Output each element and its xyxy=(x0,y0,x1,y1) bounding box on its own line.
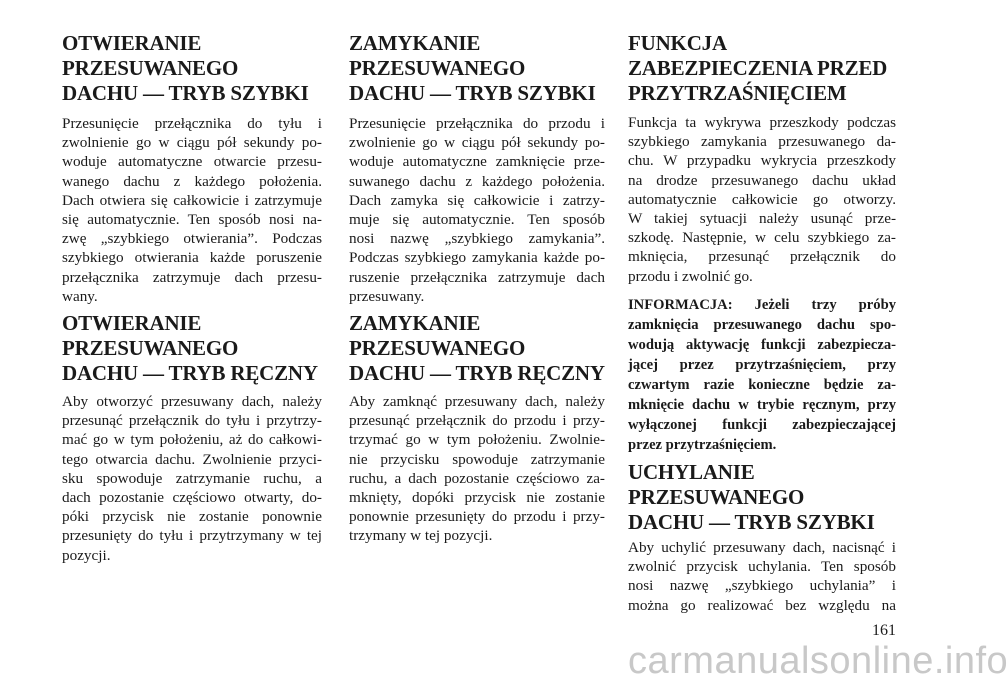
text-line: PRZESUWANEGO xyxy=(62,56,239,80)
text-line: PRZESUWANEGO xyxy=(62,336,239,360)
text-line: PRZESUWANEGO xyxy=(628,485,805,509)
text-line: Podczas szybkiego zamykania każde po- xyxy=(349,249,605,267)
text-line: mknięcia, przesunąć przełącznik do xyxy=(628,248,896,266)
text-line: PRZYTRZAŚNIĘCIEM xyxy=(628,81,847,105)
text-line: szybkiego zamykania przesuwanego da- xyxy=(628,133,896,151)
section-heading xyxy=(62,31,322,106)
paragraph xyxy=(349,114,605,306)
text-line: ZAMYKANIE xyxy=(349,31,481,55)
text-line: Aby otworzyć przesuwany dach, należy xyxy=(62,393,322,410)
watermark: carmanualsonline.info xyxy=(628,640,1008,682)
text-line: szybkiego otwierania każde poruszenie xyxy=(62,249,322,267)
text-line: wanego dachu z każdego położenia. xyxy=(62,172,322,190)
text-line: DACHU — TRYB RĘCZNY xyxy=(62,361,318,385)
text-line: suwanego dachu z każdego położenia. xyxy=(349,172,605,190)
text-line: OTWIERANIE xyxy=(62,31,202,55)
text-line: ponownie przesunięty do przodu i przy- xyxy=(349,508,605,526)
text-line: woduje automatyczne otwarcie przesu- xyxy=(62,153,322,171)
text-line: automatycznie całkowicie go otworzy. xyxy=(628,190,896,208)
text-line: woduje automatyczne zamknięcie prze- xyxy=(349,153,605,171)
text-line: DACHU — TRYB SZYBKI xyxy=(628,510,875,534)
section-heading xyxy=(349,311,605,386)
text-line: sku spowoduje zatrzymanie ruchu, a xyxy=(62,469,322,487)
text-line: Przesunięcie przełącznika do tyłu i xyxy=(62,115,322,132)
text-line: mać go w tym położeniu, aż do całkowi- xyxy=(62,431,322,449)
text-line: DACHU — TRYB SZYBKI xyxy=(349,81,596,105)
text-line: się automatycznie. Ten sposób nosi na- xyxy=(62,211,322,229)
text-line: mknięty, dopóki przycisk nie zostanie xyxy=(349,489,605,507)
text-line: mknięcie dachu w trybie ręcznym, przy xyxy=(628,397,896,413)
text-line: szkodę. Następnie, w celu szybkiego za- xyxy=(628,229,896,247)
text-line: INFORMACJA: Jeżeli trzy próby xyxy=(628,297,896,313)
text-line: OTWIERANIE xyxy=(62,311,202,335)
paragraph xyxy=(628,113,896,286)
text-line: DACHU — TRYB RĘCZNY xyxy=(349,361,605,385)
section-heading xyxy=(349,31,605,106)
text-line: zwolnić przycisk uchylania. Ten sposób xyxy=(628,558,896,576)
text-line: zwę „szybkiego otwierania”. Podczas xyxy=(62,230,322,248)
text-line: zwolnienie go w ciągu pół sekundy po- xyxy=(62,134,322,152)
text-line: Funkcja ta wykrywa przeszkody podczas xyxy=(628,114,896,131)
page-number: 161 xyxy=(872,622,896,639)
section-heading xyxy=(62,311,322,386)
paragraph xyxy=(628,538,896,615)
text-line: zamknięcia przesuwanego dachu spo- xyxy=(628,317,896,333)
paragraph xyxy=(62,114,322,306)
text-line: póki przycisk nie zostanie ponownie xyxy=(62,508,322,526)
text-line: Aby uchylić przesuwany dach, nacisnąć i xyxy=(628,539,896,556)
text-line: przesunąć przełącznik do tyłu i przytrzy- xyxy=(62,412,322,430)
text-line: PRZESUWANEGO xyxy=(349,336,526,360)
text-line: muje się automatycznie. Ten sposób xyxy=(349,211,605,229)
text-line: Przesunięcie przełącznika do przodu i xyxy=(349,115,605,132)
text-line: można go realizować bez względu na xyxy=(628,596,896,614)
text-line: trzymany w tej pozycji. xyxy=(349,527,493,545)
text-line: DACHU — TRYB SZYBKI xyxy=(62,81,309,105)
text-line: trzymać go w tym położeniu. Zwolnie- xyxy=(349,431,605,449)
text-line: przodu i zwolnić go. xyxy=(628,267,753,285)
text-line: ruchu, a dach pozostanie częściowo za- xyxy=(349,469,605,487)
paragraph xyxy=(349,392,605,546)
text-line: wyłączonej funkcji zabezpieczającej xyxy=(628,417,896,433)
text-line: nie przycisku spowoduje zatrzymanie xyxy=(349,450,605,468)
text-line: pozycji. xyxy=(62,546,111,564)
paragraph xyxy=(62,392,322,565)
text-line: na drodze przesuwanego dachu układ xyxy=(628,171,896,189)
text-line: ZAMYKANIE xyxy=(349,311,481,335)
text-line: przez przytrzaśnięciem. xyxy=(628,437,777,453)
info-note xyxy=(628,295,896,455)
text-line: PRZESUWANEGO xyxy=(349,56,526,80)
text-line: przełącznika zatrzymuje dach przesu- xyxy=(62,268,322,286)
text-line: przesunąć przełącznik do przodu i przy- xyxy=(349,412,605,430)
text-line: FUNKCJA xyxy=(628,31,727,55)
text-line: wodują aktywację funkcji zabezpiecza- xyxy=(628,337,896,353)
text-line: tego otwarcia dachu. Zwolnienie przyci- xyxy=(62,450,322,468)
text-line: wany. xyxy=(62,287,98,305)
text-line: W takiej sytuacji należy usunąć prze- xyxy=(628,210,896,228)
text-line: nosi nazwę „szybkiego uchylania” i xyxy=(628,577,896,595)
section-heading xyxy=(628,460,896,535)
text-line: chu. W przypadku wykrycia przeszkody xyxy=(628,152,896,170)
text-line: UCHYLANIE xyxy=(628,460,755,484)
text-line: ZABEZPIECZENIA PRZED xyxy=(628,56,888,80)
text-line: czwartym razie konieczne będzie za- xyxy=(628,377,896,393)
text-line: dach pozostanie częściowo otwarty, do- xyxy=(62,489,322,507)
text-line: Dach zamyka się całkowicie i zatrzy- xyxy=(349,191,605,209)
text-line: przesunięty do tyłu i przytrzymany w tej xyxy=(62,527,322,545)
text-line: zwolnienie go w ciągu pół sekundy po- xyxy=(349,134,605,152)
section-heading xyxy=(628,31,896,106)
text-line: nosi nazwę „szybkiego zamykania”. xyxy=(349,230,605,248)
text-line: Dach otwiera się całkowicie i zatrzymuje xyxy=(62,191,322,209)
text-line: ruszenie przełącznika zatrzymuje dach xyxy=(349,268,605,286)
text-line: jącej przez przytrzaśnięciem, przy xyxy=(628,357,896,373)
text-line: Aby zamknąć przesuwany dach, należy xyxy=(349,393,605,410)
text-line: przesuwany. xyxy=(349,287,425,305)
